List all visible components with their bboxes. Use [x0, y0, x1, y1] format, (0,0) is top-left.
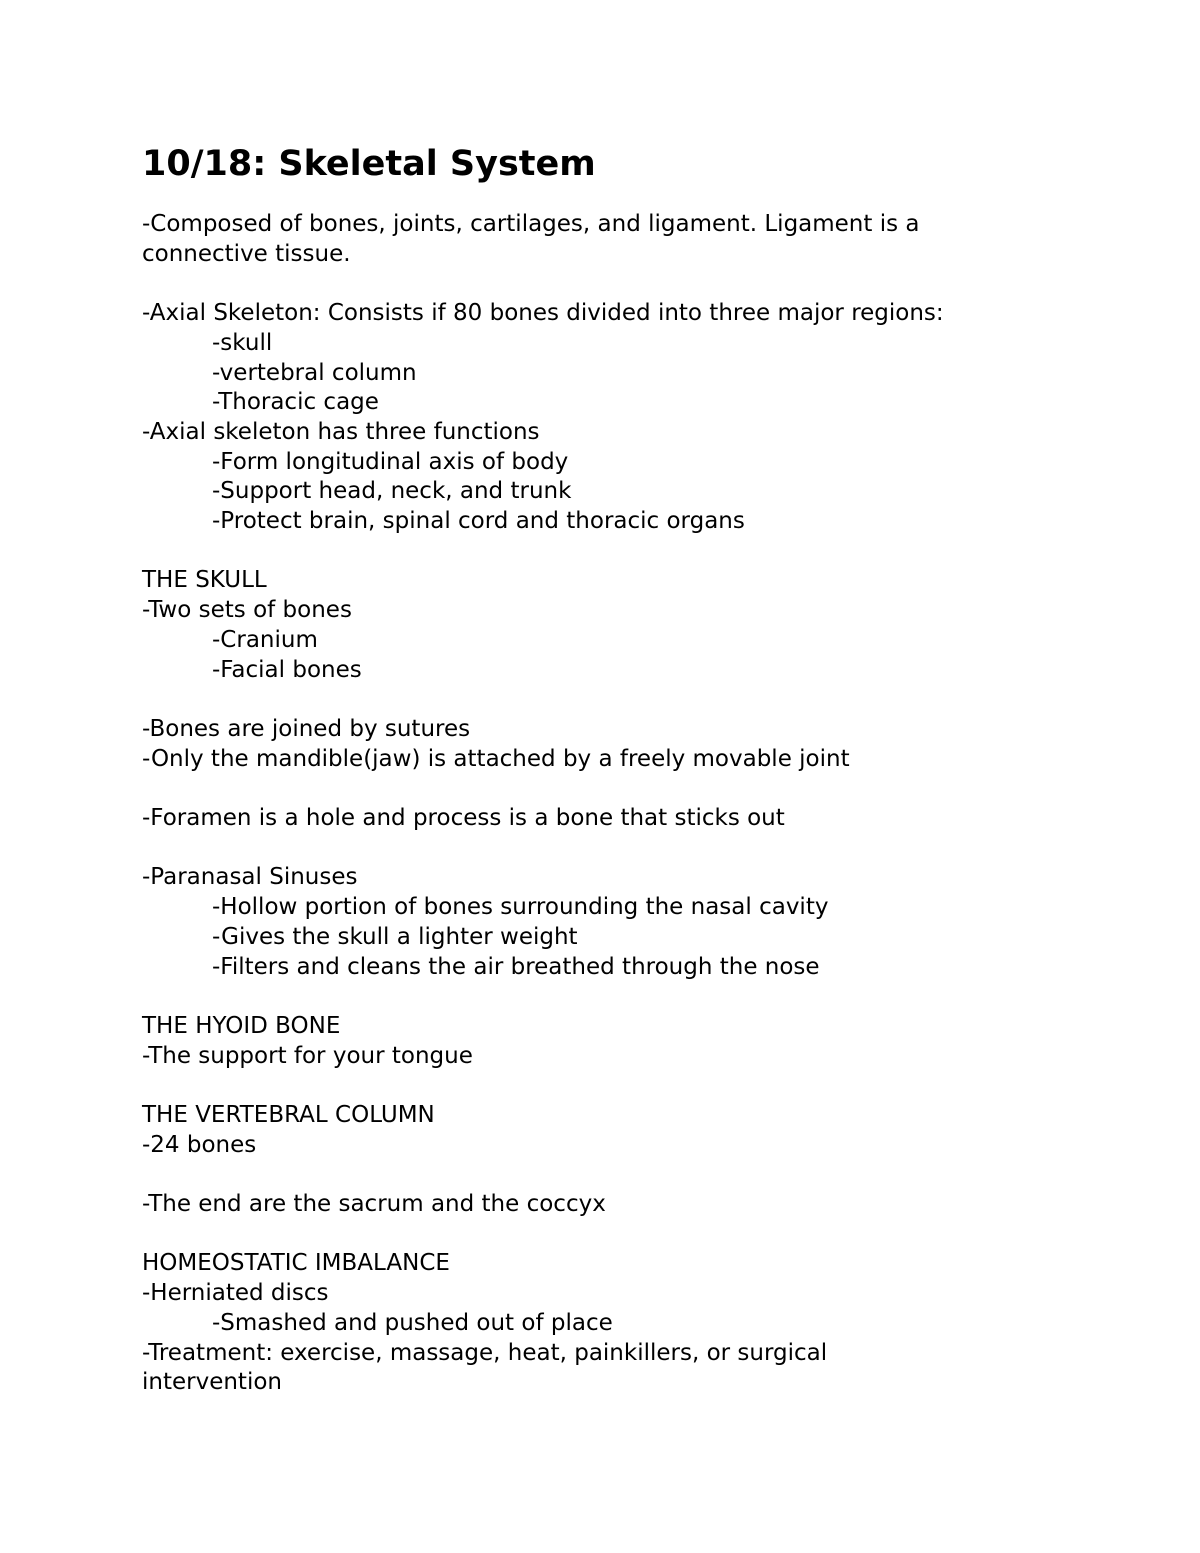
blank-line — [142, 269, 1042, 299]
text-line: -Cranium — [212, 626, 318, 653]
text-line: THE HYOID BONE — [142, 1012, 341, 1039]
text-line: -Herniated discs — [142, 1280, 329, 1307]
text-line: -Facial bones — [212, 656, 362, 683]
page-title: 10/18: Skeletal System — [142, 144, 596, 184]
text-line: -Support head, neck, and trunk — [212, 478, 572, 505]
text-line: connective tissue. — [142, 240, 351, 267]
text-line: -Paranasal Sinuses — [142, 864, 358, 891]
text-line: -24 bones — [142, 1131, 257, 1158]
text-line: -Two sets of bones — [142, 597, 352, 624]
text-line: -Bones are joined by sutures — [142, 715, 471, 742]
text-line: -skull — [212, 329, 273, 356]
text-line: -The support for your tongue — [142, 1042, 473, 1069]
text-line: -Only the mandible(jaw) is attached by a freely movable joint — [142, 745, 850, 772]
blank-line — [142, 1071, 1042, 1101]
text-line: -Filters and cleans the air breathed through the nose — [212, 953, 820, 980]
text-line: -Treatment: exercise, massage, heat, painkillers, or surgical — [142, 1339, 828, 1366]
text-line: -Protect brain, spinal cord and thoracic organs — [212, 508, 745, 535]
text-line: -Composed of bones, joints, cartilages, and ligament. Ligament is a — [142, 211, 920, 237]
text-line: -Gives the skull a lighter weight — [212, 923, 578, 950]
blank-line — [142, 834, 1042, 864]
text-line: -Foramen is a hole and process is a bone that sticks out — [142, 805, 785, 831]
text-line: -Axial skeleton has three functions — [142, 418, 540, 445]
text-line: -Thoracic cage — [212, 389, 379, 416]
text-line: THE SKULL — [142, 567, 267, 594]
blank-line — [142, 685, 1042, 715]
text-line: -Hollow portion of bones surrounding the nasal cavity — [212, 894, 829, 921]
text-line: THE VERTEBRAL COLUMN — [142, 1101, 435, 1128]
blank-line — [142, 1220, 1042, 1250]
document-body — [142, 210, 1042, 1398]
text-line: -The end are the sacrum and the coccyx — [142, 1191, 606, 1218]
text-line: intervention — [142, 1369, 282, 1396]
text-line: -Form longitudinal axis of body — [212, 448, 569, 475]
blank-line — [142, 537, 1042, 567]
text-line: -Axial Skeleton: Consists if 80 bones divided into three major regions: — [142, 300, 944, 327]
text-line: -Smashed and pushed out of place — [212, 1309, 613, 1336]
blank-line — [142, 982, 1042, 1012]
text-line: -vertebral column — [212, 359, 417, 386]
text-line: HOMEOSTATIC IMBALANCE — [142, 1250, 450, 1277]
document-page — [142, 140, 1042, 1398]
blank-line — [142, 774, 1042, 804]
blank-line — [142, 1160, 1042, 1190]
